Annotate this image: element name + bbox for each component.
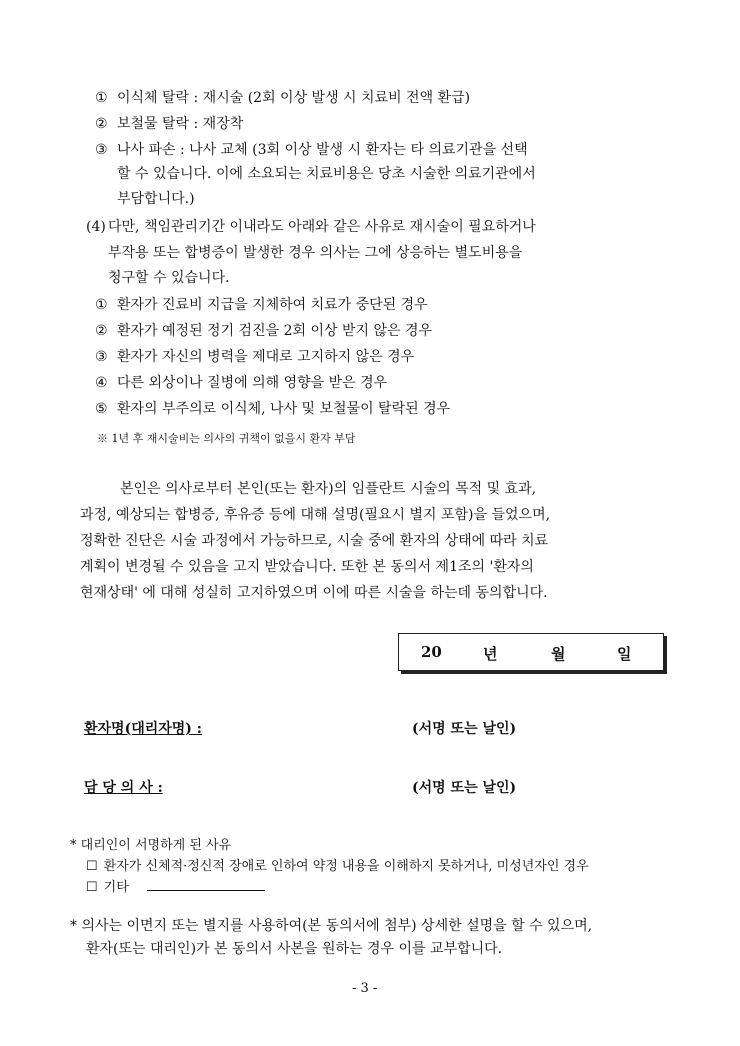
doctor-signature-field[interactable]: (서명 또는 날인) bbox=[412, 780, 517, 796]
proxy-option: ☐ 환자가 신체적·정신적 장애로 인하여 약정 내용을 이해하지 못하거나, 미성년자인 경우 bbox=[86, 859, 589, 874]
checkbox-other[interactable]: ☐ bbox=[86, 880, 98, 895]
checkbox-disability[interactable]: ☐ bbox=[86, 859, 98, 874]
doctor-signature-label: 담 당 의 사 : bbox=[84, 780, 163, 796]
list-item: ⑤ 환자의 부주의로 이식체, 나사 및 보철물이 탈락된 경우 bbox=[95, 401, 451, 417]
list-item-continuation: 할 수 있습니다. 이에 소요되는 치료비용은 당초 시술한 의료기관에서 bbox=[117, 166, 536, 182]
date-month-unit: 월 bbox=[551, 645, 566, 663]
list-item: ① 이식체 탈락 : 재시술 (2회 이상 발생 시 치료비 전액 환급) bbox=[95, 90, 471, 106]
footer-note-line: * 의사는 이면지 또는 별지를 사용하여(본 동의서에 첨부) 상세한 설명을 할 수 있으며, bbox=[70, 918, 593, 934]
list-item: ② 보철물 탈락 : 재장착 bbox=[95, 116, 244, 132]
proxy-option: ☐ 기타 bbox=[86, 876, 265, 895]
list-item: ④ 다른 외상이나 질병에 의해 영향을 받은 경우 bbox=[95, 375, 388, 391]
list-item: ② 환자가 예정된 정기 검진을 2회 이상 받지 않은 경우 bbox=[95, 323, 432, 339]
consent-paragraph-line: 과정, 예상되는 합병증, 후유증 등에 대해 설명(필요시 별지 포함)을 들었으며, bbox=[80, 507, 551, 523]
list-item: ③ 환자가 자신의 병력을 제대로 고지하지 않은 경우 bbox=[95, 349, 415, 365]
date-year-unit: 년 bbox=[483, 645, 498, 663]
patient-signature-field[interactable]: (서명 또는 날인) bbox=[412, 721, 517, 737]
proxy-note-title: * 대리인이 서명하게 된 사유 bbox=[70, 838, 232, 853]
patient-signature-label: 환자명(대리자명) : bbox=[84, 721, 202, 737]
footer-note-line: 환자(또는 대리인)가 본 동의서 사본을 원하는 경우 이를 교부합니다. bbox=[86, 941, 503, 957]
date-year: 20 bbox=[421, 643, 442, 661]
consent-paragraph-line: 계획이 변경될 수 있음을 고지 받았습니다. 또한 본 동의서 제1조의 '환자의 bbox=[80, 559, 534, 575]
list-item-continuation: 부담합니다.) bbox=[117, 191, 195, 207]
list-item: ① 환자가 진료비 지급을 지체하여 치료가 중단된 경우 bbox=[95, 297, 428, 313]
date-box[interactable] bbox=[398, 633, 664, 671]
small-note: ※ 1년 후 재시술비는 의사의 귀책이 없을시 환자 부담 bbox=[97, 432, 356, 445]
section-4-line: 부작용 또는 합병증이 발생한 경우 의사는 그에 상응하는 별도비용을 bbox=[108, 245, 523, 261]
other-reason-blank[interactable] bbox=[147, 878, 265, 891]
consent-paragraph-line: 정확한 진단은 시술 과정에서 가능하므로, 시술 중에 환자의 상태에 따라 치료 bbox=[80, 533, 549, 549]
date-day-unit: 일 bbox=[617, 645, 632, 663]
consent-paragraph-line: 본인은 의사로부터 본인(또는 환자)의 임플란트 시술의 목적 및 효과, bbox=[120, 481, 537, 497]
section-4-line: (4) 다만, 책임관리기간 이내라도 아래와 같은 사유로 재시술이 필요하거나 bbox=[86, 219, 536, 235]
page-number: - 3 - bbox=[352, 981, 378, 996]
list-item: ③ 나사 파손 : 나사 교체 (3회 이상 발생 시 환자는 타 의료기관을 선택 bbox=[95, 142, 528, 158]
section-4-line: 청구할 수 있습니다. bbox=[108, 270, 230, 286]
consent-paragraph-line: 현재상태' 에 대해 성실히 고지하였으며 이에 따른 시술을 하는데 동의합니다. bbox=[80, 585, 548, 601]
